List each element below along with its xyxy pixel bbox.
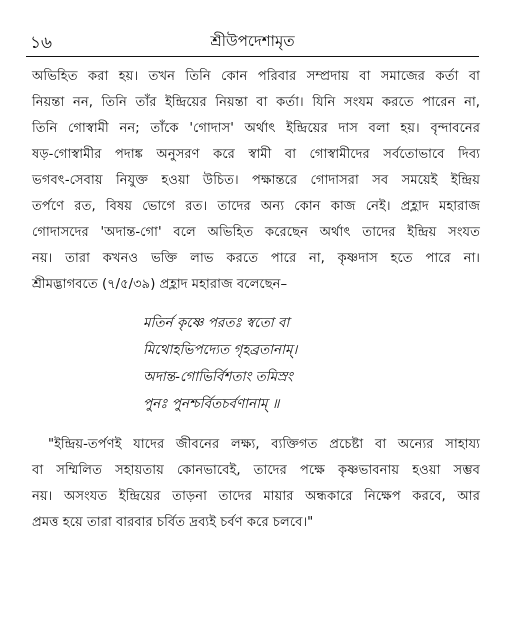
- body-paragraph: [32, 64, 480, 298]
- paragraph-line: গোদাসদের 'অদান্ত-গো' বলে অভিহিত করেছেন অর্থাৎ তাদের ইন্দ্রিয় সংযত: [32, 225, 480, 240]
- paragraph-line: নয়। তারা কখনও ভক্তি লাভ করতে পারে না, কৃষ্ণদাস হতে পারে না।: [32, 251, 480, 266]
- header-rule: [26, 56, 479, 57]
- paragraph-line: তিনি গোস্বামী নন; তাঁকে 'গোদাস' অর্থাৎ ইন্দ্রিয়ের দাস বলা হয়। বৃন্দাবনের: [32, 121, 480, 136]
- verse-line: মতির্ন কৃষ্ণে পরতঃ স্বতো বা: [143, 315, 290, 331]
- quote-line: প্রমত্ত হয়ে তারা বারবার চর্বিত দ্রব্যই চর্বণ করে চলবে।": [32, 515, 314, 530]
- verse-line: পুনঃ পুনশ্চর্বিতচর্বণানাম্ ॥: [143, 396, 280, 412]
- running-title: শ্রীউপদেশামৃত: [210, 32, 295, 50]
- paragraph-line: ভগবৎ-সেবায় নিযুক্ত হওয়া উচিত। পক্ষান্তরে গোদাসরা সব সময়েই ইন্দ্রিয়: [32, 173, 480, 188]
- paragraph-line: নিয়ন্তা নন, তিনি তাঁর ইন্দ্রিয়ের নিয়ন্তা বা কর্তা। যিনি সংযম করতে পারেন না,: [32, 95, 480, 110]
- sanskrit-verse: [143, 310, 297, 418]
- quote-line: বা সম্মিলিত সহায়তায় কোনভাবেই, তাদের পক্ষে কৃষ্ণভাবনায় হওয়া সম্ভব: [32, 463, 480, 478]
- paragraph-line: শ্রীমদ্ভাগবতে (৭/৫/৩৯) প্রহ্লাদ মহারাজ বলেছেন–: [32, 277, 288, 292]
- paragraph-line: অভিহিত করা হয়। তখন তিনি কোন পরিবার সম্প্রদায় বা সমাজের কর্তা বা: [32, 69, 480, 84]
- translation-quote: [32, 432, 480, 536]
- quote-line: "ইন্দ্রিয়-তর্পণই যাদের জীবনের লক্ষ্য, ব্যক্তিগত প্রচেষ্টা বা অন্যের সাহায্য: [48, 437, 480, 452]
- page-number: ১৬: [30, 33, 53, 53]
- page-header: [0, 0, 505, 56]
- verse-line: মিথোহভিপদ্যেত গৃহব্রতানাম্।: [143, 342, 298, 358]
- paragraph-line: তর্পণে রত, বিষয় ভোগে রত। তাদের অন্য কোন কাজ নেই। প্রহ্লাদ মহারাজ: [32, 199, 480, 214]
- paragraph-line: ষড়-গোস্বামীর পদাঙ্ক অনুসরণ করে স্বামী বা গোস্বামীদের সর্বতোভাবে দিব্য: [32, 147, 480, 162]
- quote-line: নয়। অসংযত ইন্দ্রিয়ের তাড়না তাদের মায়ার অন্ধকারে নিক্ষেপ করবে, আর: [32, 489, 480, 504]
- verse-line: অদান্ত-গোভির্বিশতাং তমিস্রং: [143, 369, 293, 385]
